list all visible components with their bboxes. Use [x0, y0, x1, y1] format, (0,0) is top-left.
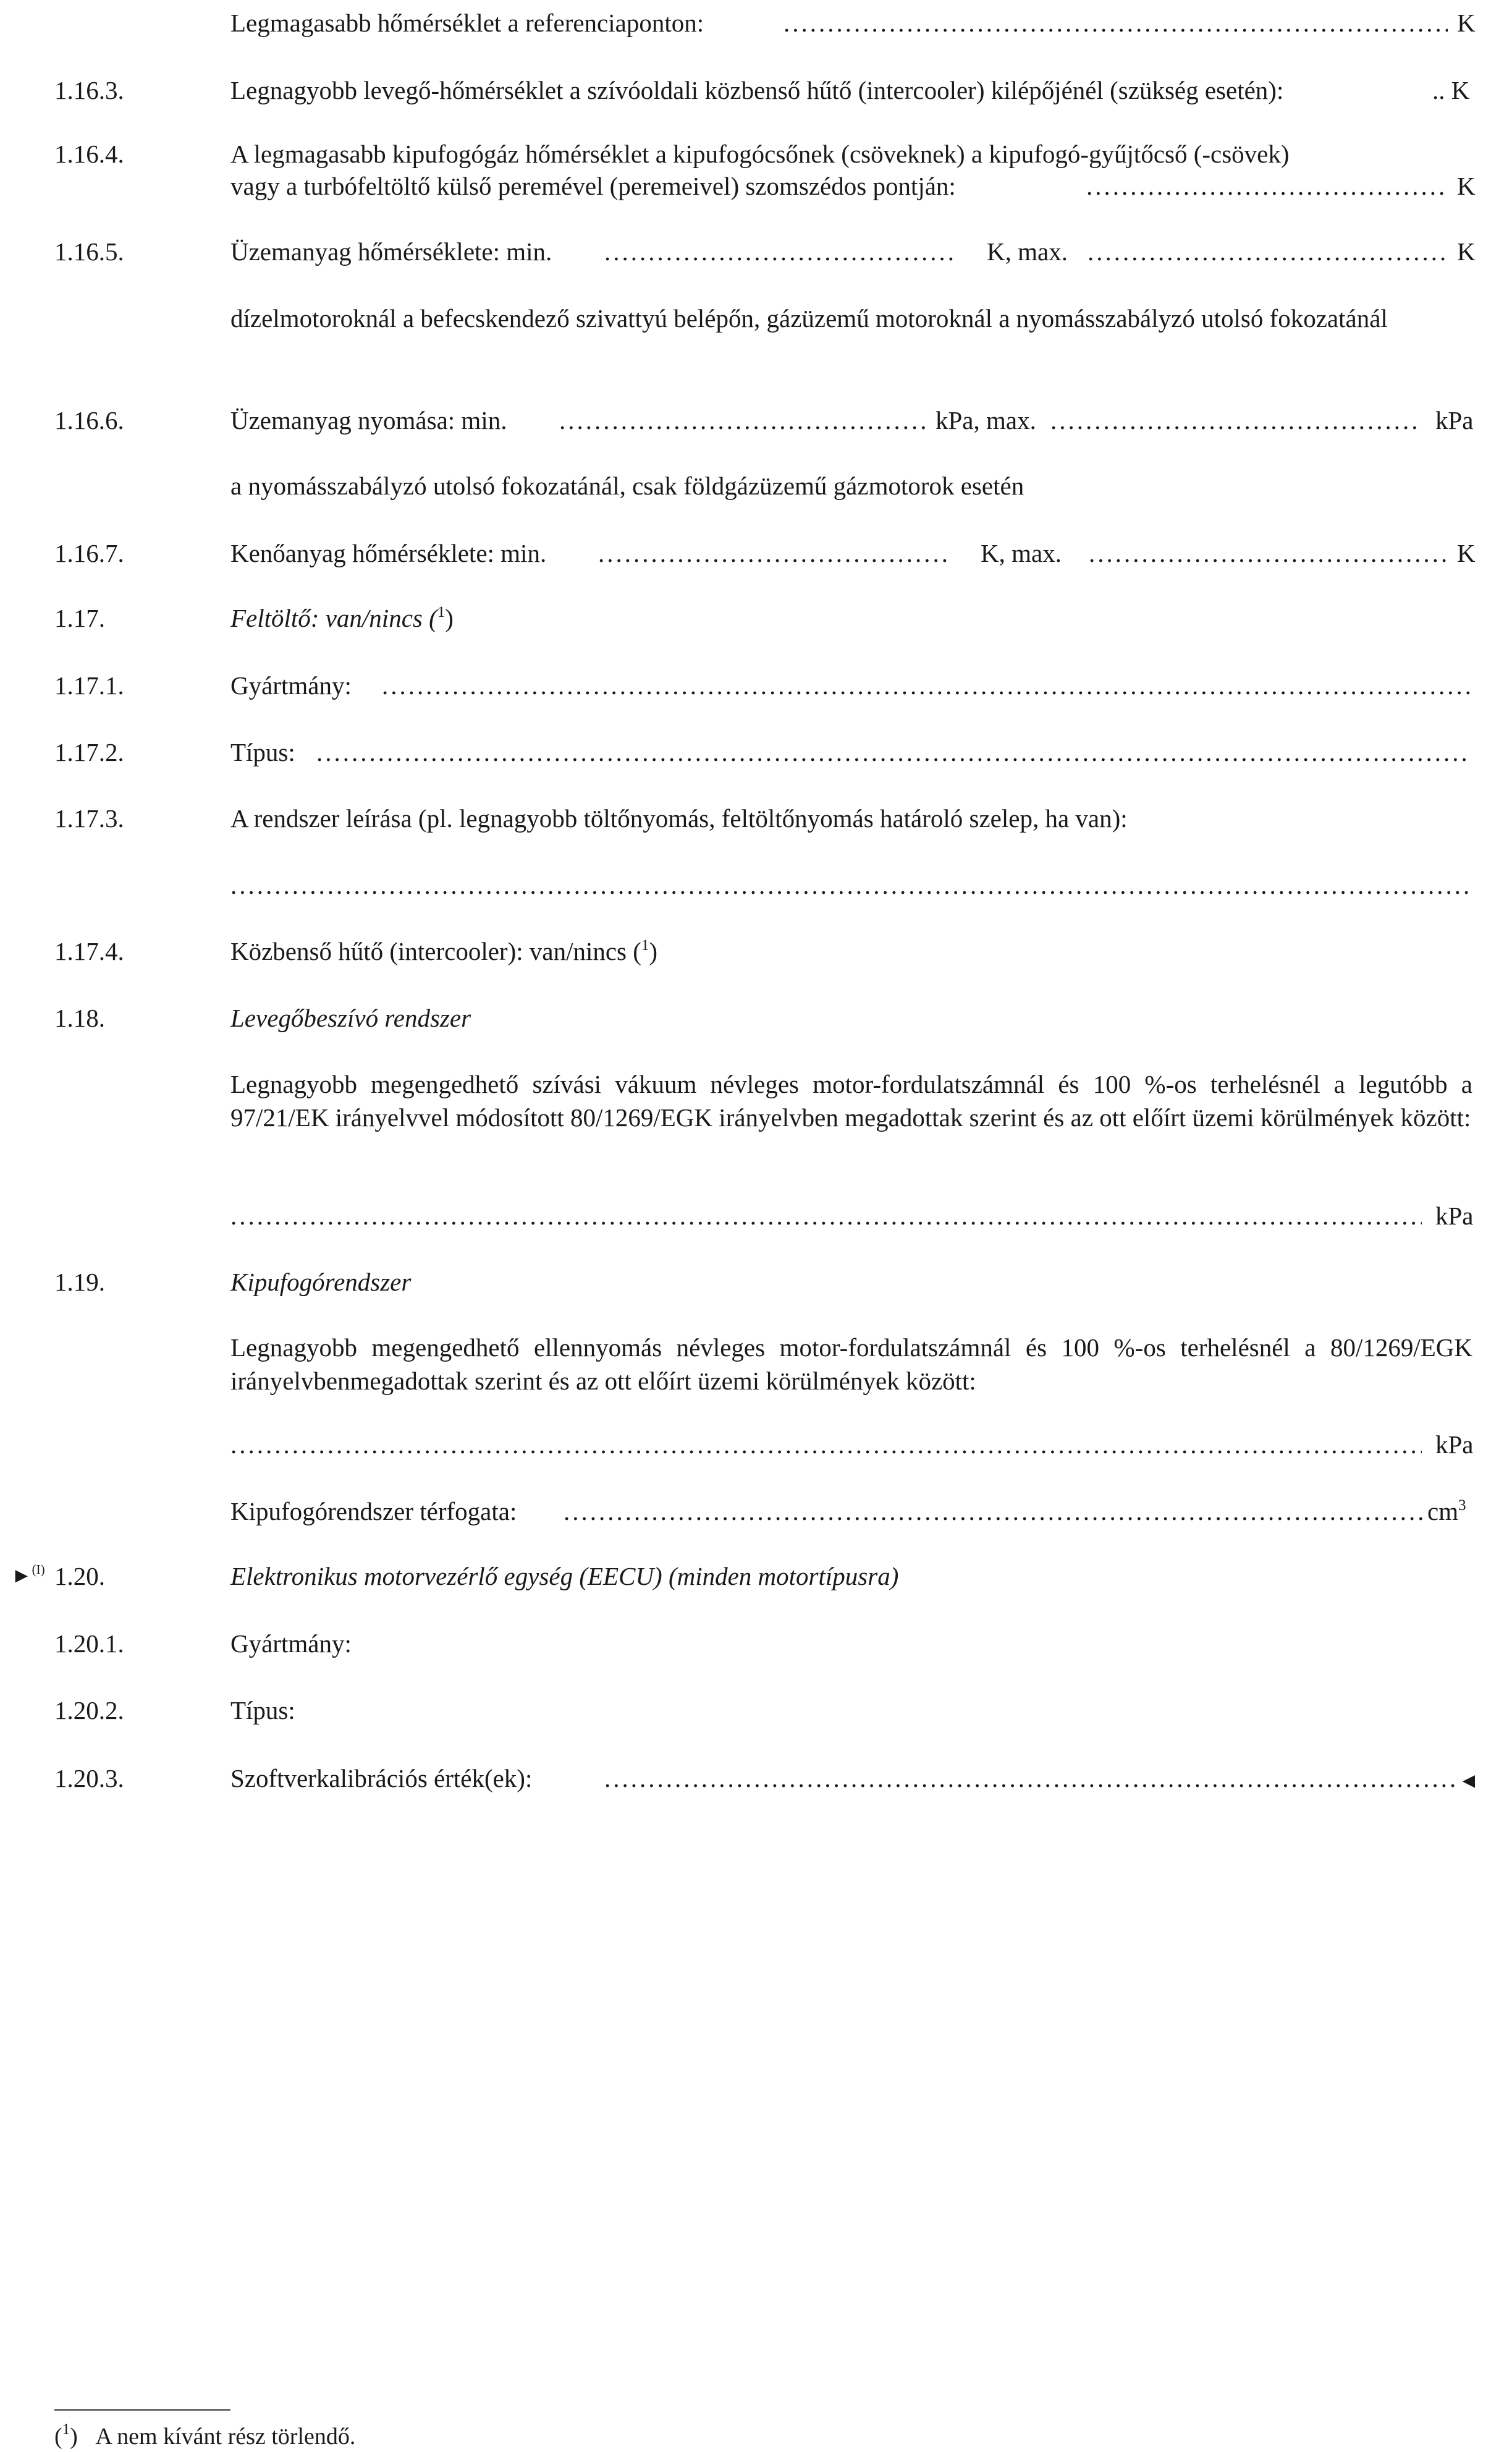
dot-leader — [604, 235, 958, 268]
max-label: kPa, max. — [935, 406, 1036, 435]
dot-leader — [1050, 404, 1421, 437]
amendment-end-marker: ◄ — [1458, 1770, 1479, 1792]
item-label: Legnagyobb levegő-hőmérséklet a szívóoldali közbenső hűtő (intercooler) kilépőjénél (szükség esetén): — [230, 76, 1284, 104]
amendment-marker — [11, 1559, 45, 1593]
dot-leader — [783, 6, 1448, 40]
unit-label: kPa — [1435, 406, 1474, 435]
item-number: 1.19. — [54, 1268, 105, 1296]
unit-label: K — [1457, 539, 1476, 567]
item-note: dízelmotoroknál a befecskendező szivattyú belépőn, gázüzemű motoroknál a nyomásszabályzó utolsó fokozatánál — [230, 304, 1388, 333]
unit-label: kPa — [1435, 1430, 1474, 1459]
item-label: Szoftverkalibrációs érték(ek): — [230, 1764, 533, 1792]
item-number: 1.16.5. — [54, 237, 124, 266]
unit-exponent: 3 — [1458, 1497, 1466, 1514]
footnote-rule — [54, 2409, 230, 2411]
footnote-ref: 1 — [437, 604, 446, 621]
item-label: Üzemanyag nyomása: min. — [230, 406, 507, 435]
amendment-arrow: ► — [11, 1564, 32, 1587]
item-number: 1.20.2. — [54, 1696, 124, 1724]
dot-leader — [604, 1762, 1456, 1795]
close-paren: ) — [445, 604, 454, 632]
unit-base: cm — [1427, 1497, 1459, 1525]
unit-label: kPa — [1435, 1202, 1474, 1230]
dot-leader — [230, 1199, 1422, 1232]
item-text: Közbenső hűtő (intercooler): van/nincs ( — [230, 937, 641, 965]
dot-leader — [230, 868, 1471, 902]
footnote: ($^1$) A nem kívánt rész törlendő. — [54, 2421, 356, 2450]
item-number: 1.16.6. — [54, 406, 124, 435]
max-label: K, max. — [987, 237, 1068, 266]
item-number: 1.18. — [54, 1004, 105, 1032]
unit-label — [1427, 1495, 1466, 1528]
footnote-text: A nem kívánt rész törlendő. — [95, 2424, 356, 2450]
item-number: 1.17. — [54, 604, 105, 632]
item-number: 1.17.1. — [54, 671, 124, 700]
amendment-ref: (I) — [32, 1562, 45, 1577]
dot-leader — [230, 1428, 1422, 1461]
dot-leader — [1086, 169, 1448, 203]
dot-leader — [382, 669, 1471, 702]
dot-leader — [1088, 235, 1448, 268]
dot-leader — [564, 1495, 1422, 1528]
item-label — [230, 935, 1512, 968]
item-label: Gyártmány: — [230, 671, 352, 700]
item-label: Típus: — [230, 1696, 295, 1724]
footnote-ref: 1 — [641, 937, 649, 954]
item-number: 1.17.4. — [54, 937, 124, 965]
section-title: Kipufogórendszer — [230, 1268, 412, 1296]
item-title: Feltöltő: — [230, 604, 319, 632]
dot-leader — [316, 736, 1471, 769]
item-number: 1.20.3. — [54, 1764, 124, 1792]
close-paren: ) — [649, 937, 658, 965]
item-number: 1.16.4. — [54, 140, 124, 168]
unit-label: .. K — [1432, 76, 1470, 104]
item-label: Üzemanyag hőmérséklete: min. — [230, 237, 552, 266]
item-number: 1.20. — [54, 1562, 105, 1590]
item-label: Kipufogórendszer térfogata: — [230, 1497, 517, 1525]
section-title: Levegőbeszívó rendszer — [230, 1004, 471, 1032]
unit-label: K — [1457, 172, 1476, 200]
item-label: A rendszer leírása (pl. legnagyobb töltőnyomás, feltöltőnyomás határoló szelep, ha van): — [230, 804, 1128, 833]
item-note: a nyomásszabályzó utolsó fokozatánál, csak földgázüzemű gázmotorok esetén — [230, 472, 1024, 500]
item-paragraph: Legnagyobb megengedhető ellennyomás névleges motor-fordulatszámnál és 100 %-os terhelésnél a 80/1269/EGK irányelvbenmegadottak szerint és az ott előírt üzemi körülmények között: — [230, 1333, 1472, 1395]
section-title: Elektronikus motorvezérlő egység (EECU) (minden motortípusra) — [230, 1562, 899, 1590]
item-label: Típus: — [230, 738, 295, 766]
dot-leader — [1089, 537, 1448, 570]
unit-label: K — [1457, 237, 1476, 266]
item-label-line2: vagy a turbófeltöltő külső peremével (peremeivel) szomszédos pontján: — [230, 172, 956, 200]
item-label: Gyártmány: — [230, 1629, 352, 1658]
unit-label: K — [1457, 9, 1476, 37]
item-label — [230, 601, 1512, 635]
item-paragraph: Legnagyobb megengedhető szívási vákuum névleges motor-fordulatszámnál és 100 %-os terhelésnél a legutóbb a 97/21/EK irányelvvel módosított 80/1269/EGK irányelvben megadottak szerint és az ott előírt üzemi körülmények között: — [230, 1070, 1472, 1132]
item-option: van/nincs ( — [325, 604, 437, 632]
item-number: 1.17.2. — [54, 738, 124, 766]
item-label: Kenőanyag hőmérséklete: min. — [230, 539, 547, 567]
max-label: K, max. — [981, 539, 1062, 567]
dot-leader — [559, 404, 927, 437]
item-number: 1.16.7. — [54, 539, 124, 567]
item-label-line1: A legmagasabb kipufogógáz hőmérséklet a kipufogócsőnek (csöveknek) a kipufogó-gyűjtőcső (-csövek) — [230, 140, 1290, 168]
item-number: 1.20.1. — [54, 1629, 124, 1658]
footnote-number: 1 — [62, 2421, 70, 2438]
dot-leader — [598, 537, 952, 570]
item-number: 1.16.3. — [54, 76, 124, 104]
item-number: 1.17.3. — [54, 804, 124, 833]
ref-point-temp-label: Legmagasabb hőmérséklet a referenciaponton: — [230, 9, 704, 37]
